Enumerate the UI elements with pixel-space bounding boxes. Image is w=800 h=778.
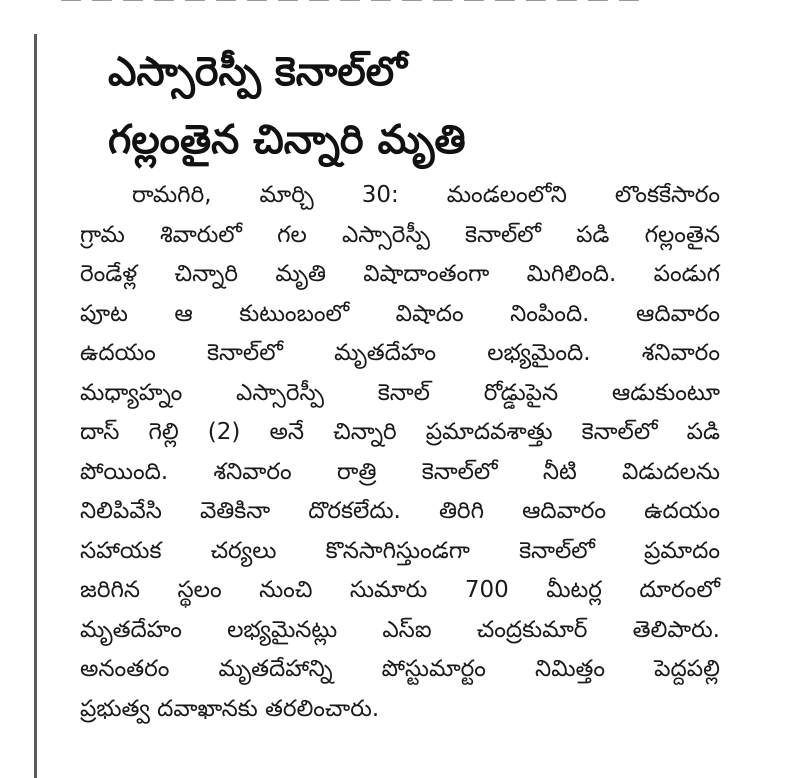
body-line-9: నిలిపివేసి వెతికినా దొరకలేదు. తిరిగి ఆదివారం ఉదయం xyxy=(80,498,720,524)
body-line-14: ప్రభుత్వ దవాఖానకు తరలించారు. xyxy=(80,695,380,722)
article-body xyxy=(80,176,720,729)
body-line-4: పూట ఆ కుటుంబంలో విషాదం నింపింది. ఆదివారం xyxy=(80,300,720,327)
body-line-13: అనంతరం మృతదేహాన్ని పోస్టుమార్టం నిమిత్తం పెద్దపల్లి xyxy=(80,656,720,682)
body-line-7: దాస్ గెల్లి (2) అనే చిన్నారి ప్రమాదవశాత్తు కెనాల్‌లో పడి xyxy=(80,419,720,445)
body-line-10: సహాయక చర్యలు కొనసాగిస్తుండగా కెనాల్‌లో ప్రమాదం xyxy=(80,537,720,564)
cropped-header-strip xyxy=(0,0,800,10)
body-line-8: పోయింది. శనివారం రాత్రి కెనాల్‌లో నీటి విడుదలను xyxy=(80,458,720,485)
body-line-6: మధ్యాహ్నం ఎస్సారెస్పీ కెనాల్ రోడ్డుపైన ఆడుకుంటూ xyxy=(80,379,720,406)
body-line-2: గ్రామ శివారులో గల ఎస్సారెస్పీ కెనాల్‌లో పడి గల్లంతైన xyxy=(80,221,720,248)
headline-line-2: గల్లంతైన చిన్నారి మృతి xyxy=(108,117,466,163)
body-line-5: ఉదయం కెనాల్‌లో మృతదేహం లభ్యమైంది. శనివారం xyxy=(80,340,720,366)
cropped-header-text xyxy=(60,0,641,12)
headline-line-1: ఎస్సారెస్పీ కెనాల్‌లో xyxy=(108,49,407,95)
body-line-3: రెండేళ్ల చిన్నారి మృతి విషాదాంతంగా మిగిలింది. పండుగ xyxy=(80,261,720,287)
body-line-1: రామగిరి, మార్చి 30: మండలంలోని లొంకకేసారం xyxy=(132,182,720,208)
column-divider xyxy=(34,34,37,778)
body-line-11: జరిగిన స్థలం నుంచి సుమారు 700 మీటర్ల దూరంలో xyxy=(80,577,720,603)
body-line-12: మృతదేహం లభ్యమైనట్లు ఎస్ఐ చంద్రకుమార్ తెలిపారు. xyxy=(80,616,720,643)
